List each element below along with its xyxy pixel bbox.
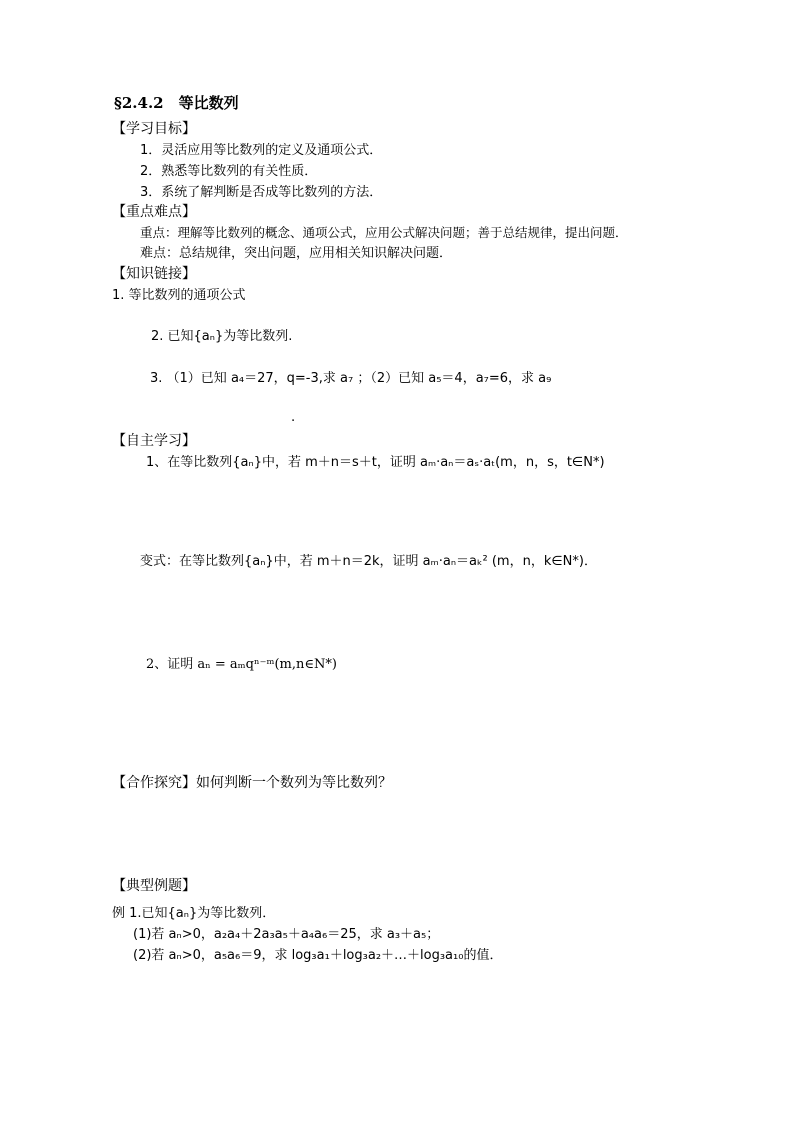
- self-study-q1: 1、在等比数列{aₙ}中，若 m＋n＝s＋t，证明 aₘ·aₙ＝aₛ·aₜ(m，n，s，t∈N*): [146, 455, 605, 470]
- goal-item: 1．灵活应用等比数列的定义及通项公式．: [140, 143, 383, 158]
- goals-heading: 【学习目标】: [112, 121, 196, 137]
- knowledge-heading: 【知识链接】: [112, 266, 196, 282]
- self-study-q2: 2、证明 aₙ = aₘqⁿ⁻ᵐ(m,n∈N*): [146, 657, 337, 672]
- knowledge-item-2: 2. 已知{aₙ}为等比数列.: [151, 329, 293, 344]
- focus-text: 重点：理解等比数列的概念、通项公式，应用公式解决问题；善于总结规律，提出问题．: [140, 225, 628, 240]
- page-title: §2.4.2 等比数列: [114, 94, 239, 112]
- keypoints-heading: 【重点难点】: [112, 204, 196, 220]
- example-1-title: 例 1.已知{aₙ}为等比数列．: [112, 906, 276, 921]
- goal-item: 2．熟悉等比数列的有关性质．: [140, 164, 318, 179]
- example-1-part-1: (1)若 aₙ>0，a₂a₄＋2a₃a₅＋a₄a₆＝25，求 a₃＋a₅；: [133, 927, 440, 942]
- knowledge-item-1: 1. 等比数列的通项公式: [112, 288, 246, 303]
- stray-dot: .: [291, 410, 296, 425]
- goal-item: 3．系统了解判断是否成等比数列的方法．: [140, 185, 383, 200]
- example-1-part-2: (2)若 aₙ>0，a₅a₆＝9，求 log₃a₁＋log₃a₂＋…＋log₃a₁₀的值．: [133, 948, 503, 963]
- self-study-heading: 【自主学习】: [112, 433, 196, 449]
- cooperation-text: 【合作探究】如何判断一个数列为等比数列？: [112, 775, 392, 791]
- examples-heading: 【典型例题】: [112, 878, 196, 894]
- knowledge-item-3: 3. （1）已知 a₄＝27，q=-3,求 a₇ ；（2）已知 a₅＝4，a₇=6，求 a₉: [150, 371, 552, 386]
- difficulty-text: 难点：总结规律，突出问题，应用相关知识解决问题．: [140, 246, 453, 261]
- self-study-variant: 变式：在等比数列{aₙ}中，若 m＋n＝2k，证明 aₘ·aₙ＝aₖ² (m，n，k∈N*)．: [140, 554, 597, 569]
